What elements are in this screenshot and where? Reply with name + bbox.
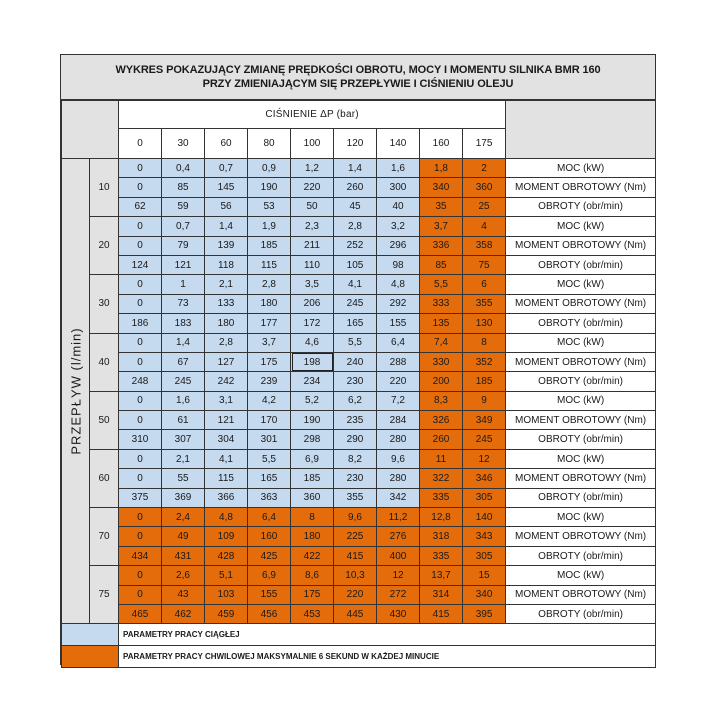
- torque-value-cell: 220: [291, 178, 334, 197]
- speed-value-cell: 298: [291, 430, 334, 449]
- power-value-cell: 6,2: [334, 391, 377, 410]
- speed-value-cell: 245: [162, 372, 205, 391]
- power-value-cell: 2,1: [162, 449, 205, 468]
- legend-swatch-continuous: [62, 624, 119, 646]
- table-row: [62, 217, 656, 236]
- pressure-value-cell: 80: [248, 129, 291, 159]
- flow-value-cell: 20: [90, 217, 119, 275]
- power-value-cell: 2: [463, 159, 506, 178]
- table-row: [62, 197, 656, 216]
- speed-value-cell: 135: [420, 314, 463, 333]
- speed-value-cell: 230: [334, 372, 377, 391]
- flow-value-cell: 75: [90, 566, 119, 624]
- power-value-cell: 0: [119, 217, 162, 236]
- table-row: [62, 178, 656, 197]
- legend-row-continuous: [62, 624, 656, 646]
- pressure-header: CIŚNIENIE ΔP (bar): [119, 101, 506, 129]
- title-line-1: WYKRES POKAZUJĄCY ZMIANĘ PRĘDKOŚCI OBROTU, MOCY I MOMENTU SILNIKA BMR 160: [115, 64, 601, 76]
- speed-value-cell: 239: [248, 372, 291, 391]
- power-value-cell: 0,7: [162, 217, 205, 236]
- power-value-cell: 6: [463, 275, 506, 294]
- legend-text-continuous: PARAMETRY PRACY CIĄGŁEJ: [119, 624, 656, 646]
- torque-value-cell: 300: [377, 178, 420, 197]
- torque-value-cell: 260: [334, 178, 377, 197]
- table-title: [61, 55, 655, 100]
- legend-swatch-intermittent: [62, 646, 119, 668]
- power-value-cell: 8,6: [291, 566, 334, 585]
- power-row-label: MOC (kW): [506, 449, 656, 468]
- speed-value-cell: 62: [119, 197, 162, 216]
- torque-value-cell: 109: [205, 527, 248, 546]
- speed-value-cell: 172: [291, 314, 334, 333]
- torque-value-cell: 322: [420, 469, 463, 488]
- speed-value-cell: 185: [463, 372, 506, 391]
- power-value-cell: 4,2: [248, 391, 291, 410]
- power-value-cell: 1: [162, 275, 205, 294]
- speed-value-cell: 110: [291, 255, 334, 274]
- speed-value-cell: 355: [334, 488, 377, 507]
- performance-table: [61, 100, 656, 668]
- power-value-cell: 0: [119, 449, 162, 468]
- torque-value-cell: 355: [463, 294, 506, 313]
- torque-value-cell: 349: [463, 411, 506, 430]
- torque-value-cell: 284: [377, 411, 420, 430]
- speed-value-cell: 118: [205, 255, 248, 274]
- torque-value-cell: 336: [420, 236, 463, 255]
- torque-row-label: MOMENT OBROTOWY (Nm): [506, 411, 656, 430]
- torque-value-cell: 190: [248, 178, 291, 197]
- speed-value-cell: 307: [162, 430, 205, 449]
- torque-value-cell: 175: [248, 352, 291, 371]
- speed-value-cell: 304: [205, 430, 248, 449]
- power-value-cell: 3,1: [205, 391, 248, 410]
- torque-value-cell: 0: [119, 236, 162, 255]
- speed-value-cell: 53: [248, 197, 291, 216]
- torque-value-cell: 252: [334, 236, 377, 255]
- speed-value-cell: 428: [205, 546, 248, 565]
- speed-value-cell: 430: [377, 604, 420, 623]
- power-value-cell: 0,9: [248, 159, 291, 178]
- speed-value-cell: 177: [248, 314, 291, 333]
- speed-value-cell: 360: [291, 488, 334, 507]
- speed-value-cell: 245: [463, 430, 506, 449]
- power-row-label: MOC (kW): [506, 275, 656, 294]
- flow-value-cell: 70: [90, 508, 119, 566]
- power-value-cell: 5,1: [205, 566, 248, 585]
- speed-row-label: OBROTY (obr/min): [506, 488, 656, 507]
- power-value-cell: 12,8: [420, 508, 463, 527]
- torque-value-cell: 115: [205, 469, 248, 488]
- speed-value-cell: 456: [248, 604, 291, 623]
- speed-value-cell: 220: [377, 372, 420, 391]
- torque-value-cell: 0: [119, 294, 162, 313]
- speed-value-cell: 342: [377, 488, 420, 507]
- speed-value-cell: 363: [248, 488, 291, 507]
- torque-value-cell: 49: [162, 527, 205, 546]
- flow-value-cell: 60: [90, 449, 119, 507]
- torque-value-cell: 145: [205, 178, 248, 197]
- torque-value-cell: 180: [248, 294, 291, 313]
- torque-value-cell: 155: [248, 585, 291, 604]
- table-row: [62, 566, 656, 585]
- power-row-label: MOC (kW): [506, 566, 656, 585]
- speed-value-cell: 335: [420, 546, 463, 565]
- power-value-cell: 0: [119, 275, 162, 294]
- table-row: [62, 314, 656, 333]
- power-value-cell: 12: [463, 449, 506, 468]
- speed-value-cell: 310: [119, 430, 162, 449]
- torque-value-cell: 288: [377, 352, 420, 371]
- pressure-value-cell: 160: [420, 129, 463, 159]
- torque-value-cell: 73: [162, 294, 205, 313]
- speed-value-cell: 45: [334, 197, 377, 216]
- torque-value-cell: 292: [377, 294, 420, 313]
- torque-value-cell: 314: [420, 585, 463, 604]
- table-row: [62, 333, 656, 352]
- power-value-cell: 2,8: [334, 217, 377, 236]
- speed-value-cell: 130: [463, 314, 506, 333]
- pressure-value-cell: 140: [377, 129, 420, 159]
- power-value-cell: 8,2: [334, 449, 377, 468]
- flow-value-cell: 10: [90, 159, 119, 217]
- power-value-cell: 3,5: [291, 275, 334, 294]
- table-row: [62, 159, 656, 178]
- torque-value-cell: 79: [162, 236, 205, 255]
- speed-row-label: OBROTY (obr/min): [506, 197, 656, 216]
- power-value-cell: 6,4: [377, 333, 420, 352]
- torque-value-cell: 340: [463, 585, 506, 604]
- power-value-cell: 4,6: [291, 333, 334, 352]
- table-row: [62, 430, 656, 449]
- legend-text-intermittent: PARAMETRY PRACY CHWILOWEJ MAKSYMALNIE 6 SEKUND W KAŻDEJ MINUCIE: [119, 646, 656, 668]
- speed-value-cell: 400: [377, 546, 420, 565]
- flow-value-cell: 50: [90, 391, 119, 449]
- torque-value-cell: 235: [334, 411, 377, 430]
- power-value-cell: 8,3: [420, 391, 463, 410]
- table-row: [62, 604, 656, 623]
- torque-value-cell: 180: [291, 527, 334, 546]
- power-value-cell: 0: [119, 333, 162, 352]
- speed-row-label: OBROTY (obr/min): [506, 255, 656, 274]
- power-value-cell: 4: [463, 217, 506, 236]
- table-row: [62, 508, 656, 527]
- speed-value-cell: 369: [162, 488, 205, 507]
- torque-value-cell: 85: [162, 178, 205, 197]
- label-column-header: [506, 101, 656, 159]
- speed-value-cell: 366: [205, 488, 248, 507]
- torque-value-cell: 0: [119, 178, 162, 197]
- speed-value-cell: 105: [334, 255, 377, 274]
- flow-axis-label: [62, 159, 90, 624]
- speed-value-cell: 465: [119, 604, 162, 623]
- torque-value-cell: 272: [377, 585, 420, 604]
- title-line-2: PRZY ZMIENIAJĄCYM SIĘ PRZEPŁYWIE I CIŚNIENIU OLEJU: [202, 78, 514, 90]
- speed-value-cell: 453: [291, 604, 334, 623]
- power-value-cell: 0: [119, 159, 162, 178]
- pressure-value-cell: 175: [463, 129, 506, 159]
- speed-value-cell: 183: [162, 314, 205, 333]
- torque-value-cell: 160: [248, 527, 291, 546]
- torque-value-cell: 103: [205, 585, 248, 604]
- power-value-cell: 9,6: [334, 508, 377, 527]
- torque-value-cell: 326: [420, 411, 463, 430]
- flow-axis-text: PRZEPŁYW (l/min): [68, 327, 83, 455]
- power-value-cell: 4,1: [334, 275, 377, 294]
- speed-value-cell: 165: [334, 314, 377, 333]
- speed-value-cell: 422: [291, 546, 334, 565]
- power-value-cell: 2,8: [248, 275, 291, 294]
- table-row: [62, 488, 656, 507]
- torque-row-label: MOMENT OBROTOWY (Nm): [506, 585, 656, 604]
- speed-value-cell: 25: [463, 197, 506, 216]
- table-row: [62, 546, 656, 565]
- torque-row-label: MOMENT OBROTOWY (Nm): [506, 469, 656, 488]
- speed-value-cell: 56: [205, 197, 248, 216]
- power-value-cell: 12: [377, 566, 420, 585]
- power-row-label: MOC (kW): [506, 217, 656, 236]
- power-value-cell: 5,5: [248, 449, 291, 468]
- table-row: [62, 469, 656, 488]
- power-value-cell: 140: [463, 508, 506, 527]
- power-row-label: MOC (kW): [506, 508, 656, 527]
- speed-value-cell: 180: [205, 314, 248, 333]
- speed-value-cell: 280: [377, 430, 420, 449]
- table-row: [62, 585, 656, 604]
- power-value-cell: 2,6: [162, 566, 205, 585]
- torque-value-cell: 360: [463, 178, 506, 197]
- torque-value-cell: 225: [334, 527, 377, 546]
- torque-value-cell: 240: [334, 352, 377, 371]
- speed-value-cell: 98: [377, 255, 420, 274]
- power-value-cell: 8: [291, 508, 334, 527]
- torque-row-label: MOMENT OBROTOWY (Nm): [506, 294, 656, 313]
- speed-value-cell: 115: [248, 255, 291, 274]
- power-value-cell: 4,1: [205, 449, 248, 468]
- power-value-cell: 2,4: [162, 508, 205, 527]
- pressure-value-cell: 100: [291, 129, 334, 159]
- pressure-value-cell: 60: [205, 129, 248, 159]
- table-row: [62, 236, 656, 255]
- torque-value-cell: 245: [334, 294, 377, 313]
- speed-value-cell: 305: [463, 488, 506, 507]
- speed-value-cell: 305: [463, 546, 506, 565]
- table-row: [62, 294, 656, 313]
- table-row: [62, 391, 656, 410]
- power-value-cell: 7,4: [420, 333, 463, 352]
- speed-value-cell: 335: [420, 488, 463, 507]
- speed-value-cell: 415: [334, 546, 377, 565]
- speed-value-cell: 200: [420, 372, 463, 391]
- torque-row-label: MOMENT OBROTOWY (Nm): [506, 236, 656, 255]
- power-value-cell: 0: [119, 566, 162, 585]
- power-value-cell: 10,3: [334, 566, 377, 585]
- torque-value-cell: 0: [119, 527, 162, 546]
- speed-value-cell: 434: [119, 546, 162, 565]
- power-value-cell: 9,6: [377, 449, 420, 468]
- torque-value-cell: 121: [205, 411, 248, 430]
- speed-value-cell: 301: [248, 430, 291, 449]
- legend-row-intermittent: [62, 646, 656, 668]
- torque-value-cell: 358: [463, 236, 506, 255]
- power-value-cell: 0,4: [162, 159, 205, 178]
- torque-value-cell: 198: [291, 352, 334, 371]
- speed-value-cell: 35: [420, 197, 463, 216]
- power-value-cell: 1,8: [420, 159, 463, 178]
- power-value-cell: 1,6: [162, 391, 205, 410]
- speed-value-cell: 121: [162, 255, 205, 274]
- torque-value-cell: 0: [119, 411, 162, 430]
- speed-value-cell: 124: [119, 255, 162, 274]
- torque-value-cell: 170: [248, 411, 291, 430]
- torque-value-cell: 139: [205, 236, 248, 255]
- power-value-cell: 4,8: [205, 508, 248, 527]
- power-value-cell: 4,8: [377, 275, 420, 294]
- speed-value-cell: 290: [334, 430, 377, 449]
- speed-value-cell: 431: [162, 546, 205, 565]
- torque-value-cell: 185: [291, 469, 334, 488]
- table-row: [62, 255, 656, 274]
- power-value-cell: 0,7: [205, 159, 248, 178]
- torque-value-cell: 211: [291, 236, 334, 255]
- speed-value-cell: 155: [377, 314, 420, 333]
- speed-value-cell: 395: [463, 604, 506, 623]
- torque-value-cell: 0: [119, 352, 162, 371]
- power-value-cell: 6,9: [291, 449, 334, 468]
- torque-value-cell: 318: [420, 527, 463, 546]
- speed-value-cell: 40: [377, 197, 420, 216]
- power-value-cell: 11,2: [377, 508, 420, 527]
- power-value-cell: 0: [119, 391, 162, 410]
- torque-value-cell: 43: [162, 585, 205, 604]
- performance-sheet: [60, 54, 656, 665]
- power-value-cell: 1,9: [248, 217, 291, 236]
- pressure-value-cell: 30: [162, 129, 205, 159]
- torque-row-label: MOMENT OBROTOWY (Nm): [506, 352, 656, 371]
- torque-value-cell: 175: [291, 585, 334, 604]
- speed-value-cell: 85: [420, 255, 463, 274]
- torque-value-cell: 185: [248, 236, 291, 255]
- speed-value-cell: 234: [291, 372, 334, 391]
- power-value-cell: 6,9: [248, 566, 291, 585]
- power-value-cell: 7,2: [377, 391, 420, 410]
- table-row: [62, 352, 656, 371]
- torque-value-cell: 340: [420, 178, 463, 197]
- power-value-cell: 11: [420, 449, 463, 468]
- speed-row-label: OBROTY (obr/min): [506, 604, 656, 623]
- power-value-cell: 1,4: [334, 159, 377, 178]
- torque-row-label: MOMENT OBROTOWY (Nm): [506, 527, 656, 546]
- torque-value-cell: 61: [162, 411, 205, 430]
- power-value-cell: 9: [463, 391, 506, 410]
- speed-value-cell: 375: [119, 488, 162, 507]
- power-value-cell: 2,1: [205, 275, 248, 294]
- corner-cell: [62, 101, 119, 159]
- power-value-cell: 1,2: [291, 159, 334, 178]
- power-value-cell: 8: [463, 333, 506, 352]
- torque-value-cell: 333: [420, 294, 463, 313]
- torque-value-cell: 352: [463, 352, 506, 371]
- power-value-cell: 2,8: [205, 333, 248, 352]
- speed-value-cell: 75: [463, 255, 506, 274]
- torque-value-cell: 276: [377, 527, 420, 546]
- torque-value-cell: 296: [377, 236, 420, 255]
- power-value-cell: 0: [119, 508, 162, 527]
- power-value-cell: 1,6: [377, 159, 420, 178]
- torque-value-cell: 0: [119, 585, 162, 604]
- power-value-cell: 2,3: [291, 217, 334, 236]
- torque-value-cell: 165: [248, 469, 291, 488]
- table-row: [62, 372, 656, 391]
- power-value-cell: 6,4: [248, 508, 291, 527]
- torque-row-label: MOMENT OBROTOWY (Nm): [506, 178, 656, 197]
- pressure-value-cell: 120: [334, 129, 377, 159]
- power-value-cell: 1,4: [205, 217, 248, 236]
- torque-value-cell: 346: [463, 469, 506, 488]
- speed-value-cell: 445: [334, 604, 377, 623]
- speed-value-cell: 459: [205, 604, 248, 623]
- speed-value-cell: 248: [119, 372, 162, 391]
- table-row: [62, 275, 656, 294]
- power-value-cell: 3,7: [420, 217, 463, 236]
- power-value-cell: 5,2: [291, 391, 334, 410]
- power-row-label: MOC (kW): [506, 391, 656, 410]
- table-row: [62, 527, 656, 546]
- power-value-cell: 13,7: [420, 566, 463, 585]
- flow-value-cell: 40: [90, 333, 119, 391]
- flow-value-cell: 30: [90, 275, 119, 333]
- pressure-value-cell: 0: [119, 129, 162, 159]
- table-row: [62, 411, 656, 430]
- torque-value-cell: 127: [205, 352, 248, 371]
- power-value-cell: 3,7: [248, 333, 291, 352]
- power-value-cell: 5,5: [334, 333, 377, 352]
- table-row: [62, 449, 656, 468]
- torque-value-cell: 343: [463, 527, 506, 546]
- power-value-cell: 1,4: [162, 333, 205, 352]
- torque-value-cell: 190: [291, 411, 334, 430]
- speed-value-cell: 186: [119, 314, 162, 333]
- speed-value-cell: 59: [162, 197, 205, 216]
- torque-value-cell: 280: [377, 469, 420, 488]
- speed-value-cell: 415: [420, 604, 463, 623]
- power-value-cell: 15: [463, 566, 506, 585]
- speed-row-label: OBROTY (obr/min): [506, 314, 656, 333]
- power-row-label: MOC (kW): [506, 159, 656, 178]
- torque-value-cell: 55: [162, 469, 205, 488]
- torque-value-cell: 330: [420, 352, 463, 371]
- speed-value-cell: 260: [420, 430, 463, 449]
- power-row-label: MOC (kW): [506, 333, 656, 352]
- torque-value-cell: 133: [205, 294, 248, 313]
- torque-value-cell: 206: [291, 294, 334, 313]
- speed-value-cell: 50: [291, 197, 334, 216]
- power-value-cell: 5,5: [420, 275, 463, 294]
- torque-value-cell: 220: [334, 585, 377, 604]
- torque-value-cell: 230: [334, 469, 377, 488]
- speed-value-cell: 242: [205, 372, 248, 391]
- speed-value-cell: 462: [162, 604, 205, 623]
- torque-value-cell: 67: [162, 352, 205, 371]
- speed-row-label: OBROTY (obr/min): [506, 372, 656, 391]
- speed-value-cell: 425: [248, 546, 291, 565]
- torque-value-cell: 0: [119, 469, 162, 488]
- power-value-cell: 3,2: [377, 217, 420, 236]
- speed-row-label: OBROTY (obr/min): [506, 546, 656, 565]
- speed-row-label: OBROTY (obr/min): [506, 430, 656, 449]
